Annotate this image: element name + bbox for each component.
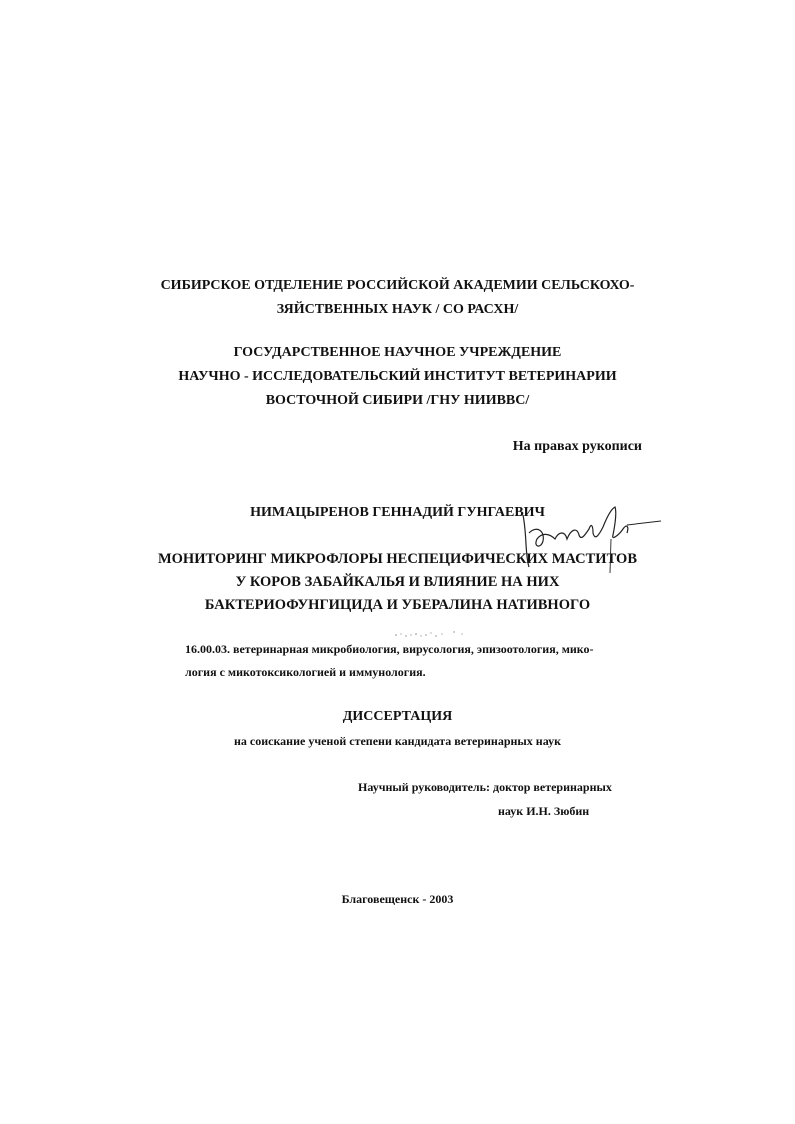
institution-line-1: ГОСУДАРСТВЕННОЕ НАУЧНОЕ УЧРЕЖДЕНИЕ xyxy=(233,345,562,360)
title-line-1: МОНИТОРИНГ МИКРОФЛОРЫ НЕСПЕЦИФИЧЕСКИХ МАСТИТОВ xyxy=(157,551,638,567)
specialty-line-1: 16.00.03. ветеринарная микробиология, вирусология, эпизоотология, мико- xyxy=(185,642,594,656)
organization-line-2: ЗЯЙСТВЕННЫХ НАУК / СО РАСХН/ xyxy=(276,302,519,317)
scan-speckle xyxy=(392,628,472,640)
specialty-line-2: логия с микотоксикологией и иммунология. xyxy=(185,665,426,679)
supervisor-line-2: наук И.Н. Зюбин xyxy=(498,804,590,818)
place-year: Благовещенск - 2003 xyxy=(341,892,454,906)
institution-line-2: НАУЧНО - ИССЛЕДОВАТЕЛЬСКИЙ ИНСТИТУТ ВЕТЕРИНАРИИ xyxy=(178,369,617,384)
rights-note: На правах рукописи xyxy=(512,439,642,454)
title-line-3: БАКТЕРИОФУНГИЦИДА И УБЕРАЛИНА НАТИВНОГО xyxy=(204,597,591,613)
organization-line-1: СИБИРСКОЕ ОТДЕЛЕНИЕ РОССИЙСКОЙ АКАДЕМИИ СЕЛЬСКОХО- xyxy=(160,278,635,293)
title-line-2: У КОРОВ ЗАБАЙКАЛЬЯ И ВЛИЯНИЕ НА НИХ xyxy=(235,574,560,590)
degree-line: на соискание ученой степени кандидата ветеринарных наук xyxy=(233,734,562,748)
document-type: ДИССЕРТАЦИЯ xyxy=(342,709,453,724)
handwritten-signature xyxy=(515,495,665,575)
author-name: НИМАЦЫРЕНОВ ГЕННАДИЙ ГУНГАЕВИЧ xyxy=(250,505,545,520)
supervisor-line-1: Научный руководитель: доктор ветеринарных xyxy=(358,780,612,794)
institution-line-3: ВОСТОЧНОЙ СИБИРИ /ГНУ НИИВВС/ xyxy=(265,393,530,408)
